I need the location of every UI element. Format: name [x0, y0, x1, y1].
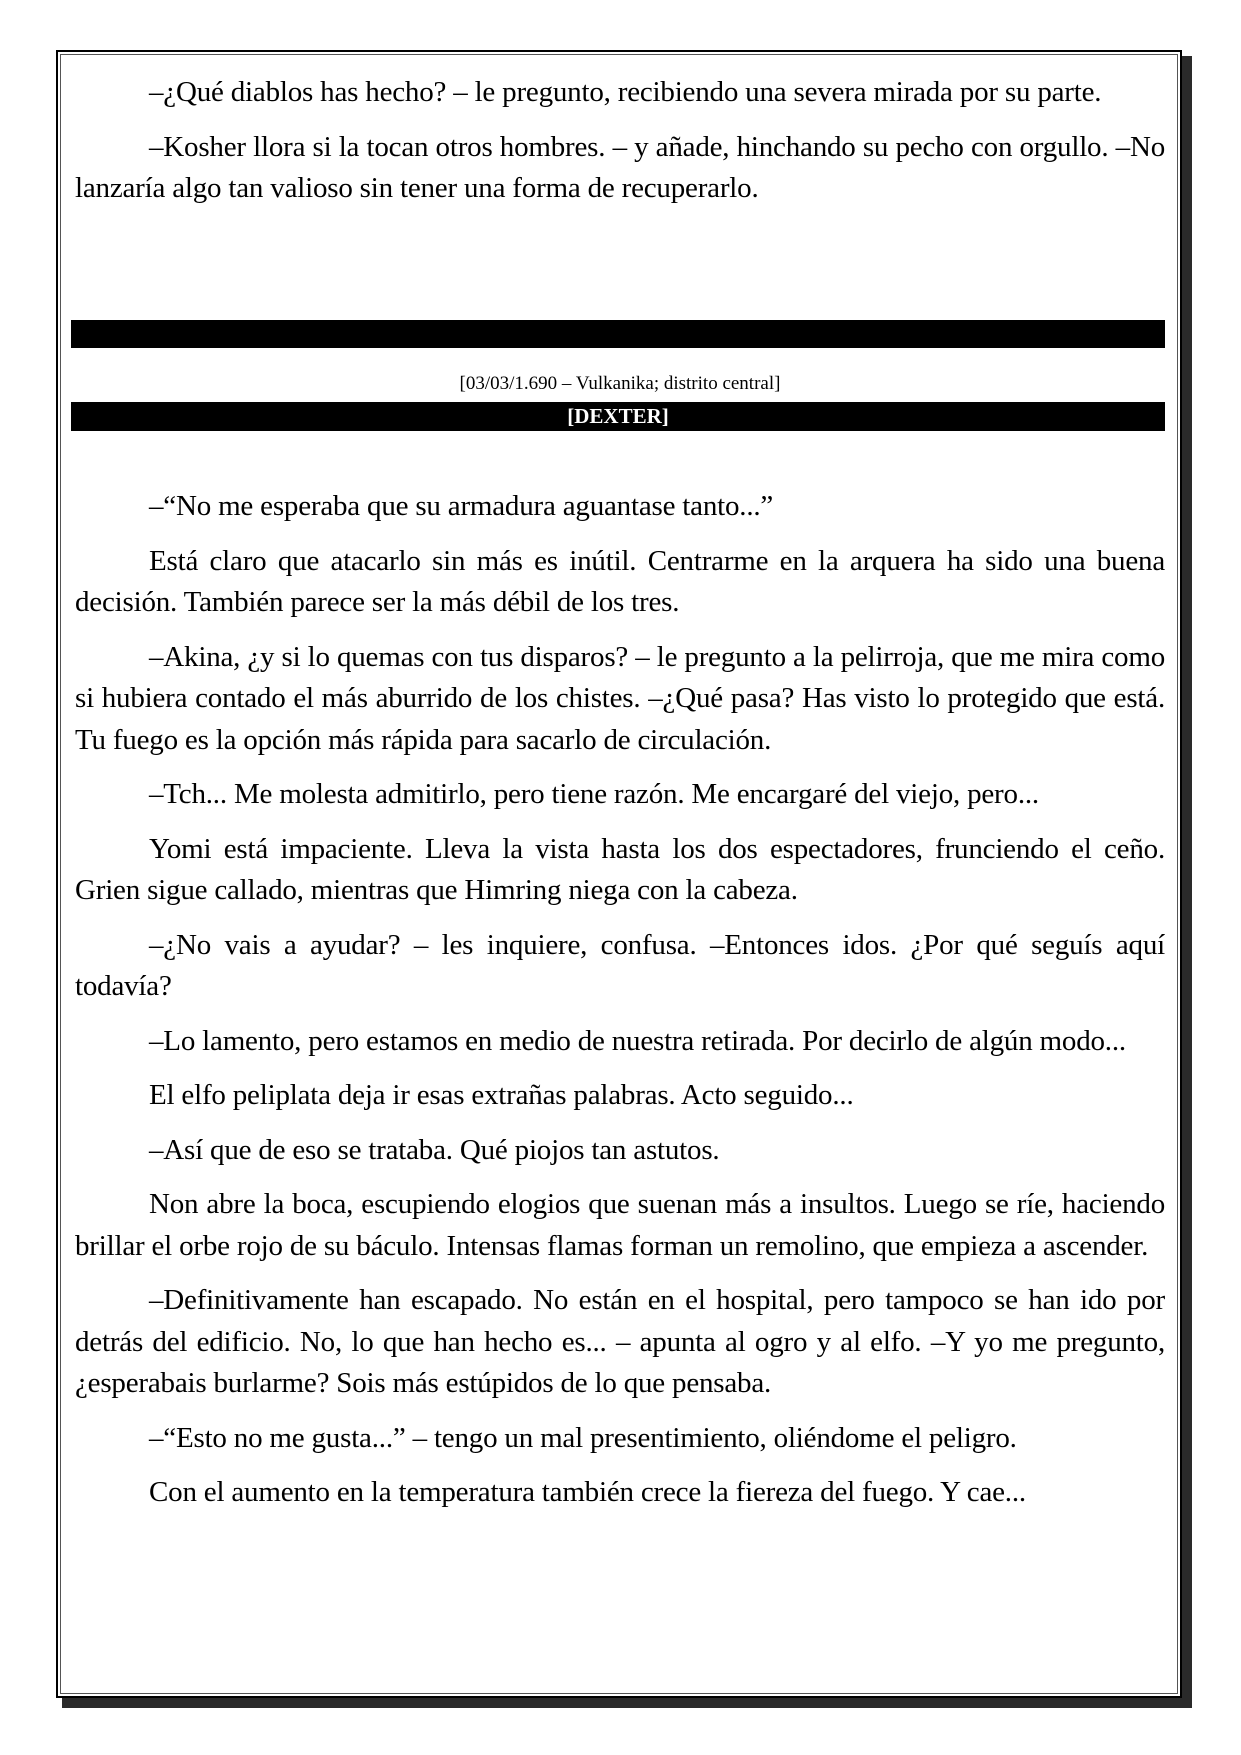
- paragraph: –“No me esperaba que su armadura aguantase tanto...”: [149, 490, 774, 522]
- section-divider-bar: [71, 320, 1165, 348]
- character-header: [DEXTER]: [71, 402, 1165, 431]
- paragraph: –Tch... Me molesta admitirlo, pero tiene razón. Me encargaré del viejo, pero...: [149, 778, 1039, 810]
- top-block: [75, 72, 1165, 320]
- paragraph: –Akina, ¿y si lo quemas con tus disparos? – le pregunto a la pelirroja, que me mira como si hubiera contado el más aburrido de los chistes. –¿Qué pasa? Has visto lo protegido que está. Tu fuego es la opción más rápida para sacarlo de circulación.: [75, 640, 1165, 756]
- paragraph: Non abre la boca, escupiendo elogios que suenan más a insultos. Luego se ríe, haciendo brillar el orbe rojo de su báculo. Intensas flamas forman un remolino, que empieza a ascender.: [75, 1188, 1165, 1262]
- paragraph: –¿Qué diablos has hecho? – le pregunto, recibiendo una severa mirada por su parte.: [149, 76, 1102, 108]
- paragraph: –Kosher llora si la tocan otros hombres. – y añade, hinchando su pecho con orgullo. –No lanzaría algo tan valioso sin tener una forma de recuperarlo.: [75, 130, 1165, 204]
- paragraph: Yomi está impaciente. Lleva la vista hasta los dos espectadores, frunciendo el ceño. Grien sigue callado, mientras que Himring niega con la cabeza.: [75, 832, 1165, 906]
- paragraph: Está claro que atacarlo sin más es inútil. Centrarme en la arquera ha sido una buena decisión. También parece ser la más débil de los tres.: [75, 544, 1165, 618]
- paragraph: El elfo peliplata deja ir esas extrañas palabras. Acto seguido...: [149, 1079, 854, 1111]
- paragraph: –“Esto no me gusta...” – tengo un mal presentimiento, oliéndome el peligro.: [149, 1421, 1017, 1454]
- paragraph: –Definitivamente han escapado. No están en el hospital, pero tampoco se han ido por detrás del edificio. No, lo que han hecho es... – apunta al ogro y al elfo. –Y yo me pregunto, ¿esperabais burlarme? Sois más estúpidos de lo que pensaba.: [75, 1284, 1165, 1399]
- paragraph: –Lo lamento, pero estamos en medio de nuestra retirada. Por decirlo de algún modo...: [149, 1024, 1126, 1057]
- page-content: [75, 72, 1165, 1527]
- paragraph: Con el aumento en la temperatura también crece la fiereza del fuego. Y cae...: [149, 1476, 1026, 1508]
- paragraph: –Así que de eso se trataba. Qué piojos tan astutos.: [149, 1133, 720, 1166]
- paragraph: –¿No vais a ayudar? – les inquiere, confusa. –Entonces idos. ¿Por qué seguís aquí todavía?: [75, 928, 1165, 1002]
- section-dateline: [03/03/1.690 – Vulkanika; distrito central]: [459, 373, 781, 394]
